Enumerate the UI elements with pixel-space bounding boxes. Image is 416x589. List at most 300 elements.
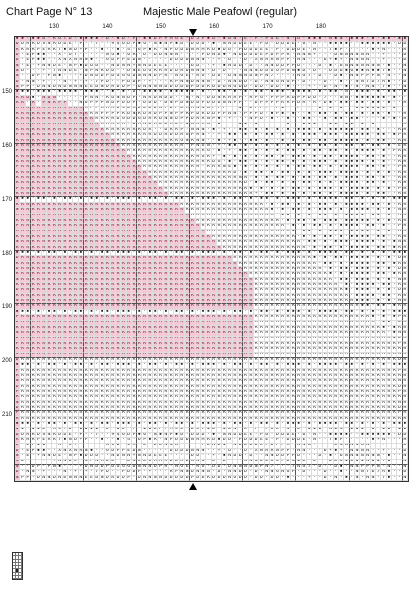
chart-cell: R xyxy=(105,139,110,144)
chart-cell: ▪ xyxy=(265,197,270,202)
chart-cell: R xyxy=(312,304,317,309)
chart-cell: R xyxy=(233,321,238,326)
chart-cell: · xyxy=(233,117,238,122)
chart-cell: R xyxy=(222,208,227,213)
chart-cell: ▪ xyxy=(281,203,286,208)
chart-cell: R xyxy=(212,288,217,293)
chart-cell: ▪ xyxy=(47,90,52,95)
chart-cell: R xyxy=(132,326,137,331)
chart-cell: P xyxy=(169,48,174,53)
chart-cell: D xyxy=(196,42,201,47)
chart-cell: · xyxy=(212,90,217,95)
chart-cell: N xyxy=(238,176,243,181)
chart-cell: R xyxy=(105,278,110,283)
chart-cell: R xyxy=(180,246,185,251)
chart-cell: · xyxy=(132,48,137,53)
chart-cell: R xyxy=(142,240,147,245)
chart-cell: R xyxy=(132,139,137,144)
chart-cell: ▪ xyxy=(307,139,312,144)
chart-cell: R xyxy=(73,353,78,358)
chart-cell: R xyxy=(47,390,52,395)
chart-cell: N xyxy=(360,64,365,69)
chart-cell: ▪ xyxy=(328,128,333,133)
chart-cell: R xyxy=(142,369,147,374)
chart-cell: N xyxy=(142,74,147,79)
chart-cell: R xyxy=(116,214,121,219)
chart-cell: R xyxy=(116,224,121,229)
chart-cell: R xyxy=(100,262,105,267)
chart-cell: N xyxy=(169,117,174,122)
chart-cell: R xyxy=(158,390,163,395)
chart-cell: D xyxy=(217,101,222,106)
chart-cell: R xyxy=(79,187,84,192)
chart-cell: R xyxy=(111,128,116,133)
chart-cell: R xyxy=(259,299,264,304)
chart-cell: R xyxy=(323,374,328,379)
chart-cell: R xyxy=(259,235,264,240)
chart-cell: D xyxy=(296,48,301,53)
chart-cell: · xyxy=(381,219,386,224)
chart-cell: ▪ xyxy=(339,208,344,213)
chart-cell: R xyxy=(302,385,307,390)
chart-cell: ▪ xyxy=(265,192,270,197)
chart-cell: R xyxy=(328,385,333,390)
chart-cell: D xyxy=(227,58,232,63)
chart-cell: R xyxy=(259,353,264,358)
chart-cell: · xyxy=(238,144,243,149)
chart-cell: D xyxy=(249,74,254,79)
chart-cell: N xyxy=(376,64,381,69)
chart-cell: R xyxy=(254,267,259,272)
chart-cell: R xyxy=(137,165,142,170)
chart-cell: R xyxy=(344,379,349,384)
chart-cell: R xyxy=(185,262,190,267)
chart-cell: · xyxy=(111,251,116,256)
chart-cell: R xyxy=(36,331,41,336)
chart-cell: R xyxy=(164,267,169,272)
chart-cell: R xyxy=(31,326,36,331)
chart-cell: R xyxy=(84,235,89,240)
chart-cell: R xyxy=(381,331,386,336)
chart-cell: ▪ xyxy=(31,96,36,101)
chart-cell: R xyxy=(318,331,323,336)
chart-cell: R xyxy=(116,390,121,395)
chart-cell: N xyxy=(68,64,73,69)
chart-cell: · xyxy=(387,251,392,256)
chart-cell: · xyxy=(206,74,211,79)
chart-cell: R xyxy=(243,224,248,229)
chart-cell: R xyxy=(381,385,386,390)
chart-cell: · xyxy=(95,48,100,53)
chart-cell: R xyxy=(127,321,132,326)
chart-cell: ▪ xyxy=(360,267,365,272)
chart-cell: R xyxy=(148,128,153,133)
chart-cell: R xyxy=(286,342,291,347)
chart-cell: R xyxy=(31,272,36,277)
chart-cell: ▪ xyxy=(323,256,328,261)
chart-cell: ▪ xyxy=(233,139,238,144)
chart-cell: · xyxy=(312,203,317,208)
chart-cell: ▪ xyxy=(328,155,333,160)
chart-cell: R xyxy=(238,256,243,261)
chart-cell: ▪ xyxy=(312,235,317,240)
chart-cell: · xyxy=(318,219,323,224)
chart-cell: R xyxy=(127,315,132,320)
chart-cell: ▪ xyxy=(403,197,408,202)
chart-cell: ▪ xyxy=(302,149,307,154)
chart-cell: R xyxy=(52,369,57,374)
chart-cell: R xyxy=(366,342,371,347)
chart-cell: R xyxy=(68,326,73,331)
chart-cell: R xyxy=(95,246,100,251)
chart-cell: R xyxy=(222,315,227,320)
chart-cell: R xyxy=(57,240,62,245)
chart-cell: R xyxy=(95,326,100,331)
row-number: 160 xyxy=(0,143,12,149)
chart-cell: R xyxy=(105,235,110,240)
chart-cell: R xyxy=(291,326,296,331)
chart-cell: N xyxy=(296,53,301,58)
chart-cell: G xyxy=(275,80,280,85)
chart-cell: R xyxy=(238,299,243,304)
chart-cell: ▪ xyxy=(381,165,386,170)
chart-cell: R xyxy=(366,353,371,358)
chart-cell: R xyxy=(100,288,105,293)
chart-cell: · xyxy=(259,149,264,154)
chart-cell: R xyxy=(57,288,62,293)
chart-cell: ▪ xyxy=(376,144,381,149)
chart-cell: R xyxy=(47,123,52,128)
chart-cell: R xyxy=(185,267,190,272)
chart-cell: R xyxy=(47,117,52,122)
chart-cell: R xyxy=(233,224,238,229)
chart-cell: R xyxy=(286,278,291,283)
chart-cell: R xyxy=(116,128,121,133)
chart-cell: R xyxy=(227,246,232,251)
chart-cell: · xyxy=(397,96,402,101)
chart-cell: D xyxy=(127,42,132,47)
chart-cell: · xyxy=(371,58,376,63)
chart-cell: R xyxy=(201,203,206,208)
chart-cell: R xyxy=(20,133,25,138)
chart-cell: R xyxy=(89,385,94,390)
chart-cell: R xyxy=(212,331,217,336)
chart-cell: R xyxy=(206,240,211,245)
chart-cell: R xyxy=(217,262,222,267)
chart-cell: R xyxy=(312,342,317,347)
chart-cell: · xyxy=(371,272,376,277)
chart-cell: R xyxy=(79,342,84,347)
chart-cell: R xyxy=(307,353,312,358)
chart-cell: R xyxy=(265,235,270,240)
chart-cell: · xyxy=(148,53,153,58)
chart-cell: · xyxy=(206,139,211,144)
chart-cell: P xyxy=(265,37,270,42)
chart-cell: R xyxy=(148,299,153,304)
chart-cell: · xyxy=(73,96,78,101)
chart-cell: · xyxy=(227,128,232,133)
chart-cell: R xyxy=(397,155,402,160)
chart-cell: R xyxy=(185,331,190,336)
chart-cell: R xyxy=(15,235,20,240)
chart-cell: R xyxy=(312,326,317,331)
chart-cell: · xyxy=(318,133,323,138)
chart-cell: R xyxy=(79,267,84,272)
chart-cell: R xyxy=(47,176,52,181)
chart-cell: ▪ xyxy=(79,363,84,368)
chart-cell: · xyxy=(312,251,317,256)
chart-cell: · xyxy=(339,283,344,288)
chart-cell: ▪ xyxy=(387,90,392,95)
chart-cell: ▪ xyxy=(328,262,333,267)
chart-cell: + xyxy=(217,144,222,149)
chart-cell: ▪ xyxy=(334,251,339,256)
chart-cell: ▪ xyxy=(350,235,355,240)
chart-cell: R xyxy=(217,240,222,245)
chart-cell: R xyxy=(100,139,105,144)
chart-cell: ▪ xyxy=(323,117,328,122)
chart-cell: R xyxy=(105,337,110,342)
chart-cell: R xyxy=(121,288,126,293)
chart-cell: R xyxy=(100,342,105,347)
chart-cell: ▪ xyxy=(254,90,259,95)
chart-cell: R xyxy=(20,128,25,133)
chart-cell: 6 xyxy=(323,58,328,63)
chart-cell: ▪ xyxy=(307,171,312,176)
chart-cell: ▪ xyxy=(47,251,52,256)
chart-cell: ▪ xyxy=(174,251,179,256)
chart-cell: R xyxy=(196,369,201,374)
chart-cell: R xyxy=(180,69,185,74)
chart-cell: D xyxy=(174,123,179,128)
chart-cell: R xyxy=(105,379,110,384)
chart-cell: R xyxy=(111,262,116,267)
chart-cell: ▪ xyxy=(206,310,211,315)
chart-cell: ▪ xyxy=(366,192,371,197)
chart-cell: R xyxy=(153,331,158,336)
chart-cell: 9 xyxy=(111,42,116,47)
chart-cell: R xyxy=(153,337,158,342)
chart-cell: · xyxy=(281,117,286,122)
chart-cell: R xyxy=(57,139,62,144)
chart-cell: D xyxy=(312,69,317,74)
chart-cell: R xyxy=(206,315,211,320)
chart-cell: R xyxy=(158,192,163,197)
chart-cell: R xyxy=(111,107,116,112)
chart-cell: R xyxy=(164,155,169,160)
chart-cell: ▪ xyxy=(360,69,365,74)
chart-cell: D xyxy=(190,64,195,69)
chart-cell: D xyxy=(153,53,158,58)
chart-cell: · xyxy=(302,197,307,202)
chart-cell: R xyxy=(233,299,238,304)
chart-cell: R xyxy=(100,107,105,112)
chart-cell: · xyxy=(222,123,227,128)
chart-cell: R xyxy=(254,304,259,309)
chart-cell: G xyxy=(116,74,121,79)
chart-cell: N xyxy=(201,128,206,133)
chart-cell: R xyxy=(73,369,78,374)
chart-cell: R xyxy=(339,342,344,347)
chart-cell: ▪ xyxy=(222,363,227,368)
chart-cell: R xyxy=(185,107,190,112)
chart-cell: R xyxy=(142,181,147,186)
chart-cell: R xyxy=(339,379,344,384)
chart-cell: R xyxy=(52,128,57,133)
chart-cell: R xyxy=(105,176,110,181)
chart-cell: R xyxy=(302,278,307,283)
chart-cell: · xyxy=(350,278,355,283)
chart-cell: R xyxy=(281,337,286,342)
cross-stitch-chart-grid xyxy=(14,36,409,482)
chart-cell: R xyxy=(105,246,110,251)
chart-cell: R xyxy=(148,208,153,213)
chart-cell: R xyxy=(270,272,275,277)
chart-cell: P xyxy=(265,107,270,112)
chart-cell: R xyxy=(111,214,116,219)
chart-cell: ▪ xyxy=(360,235,365,240)
chart-cell: R xyxy=(344,321,349,326)
chart-cell: · xyxy=(31,251,36,256)
chart-cell: D xyxy=(190,80,195,85)
chart-cell: R xyxy=(302,294,307,299)
chart-cell: R xyxy=(47,224,52,229)
chart-cell: · xyxy=(392,144,397,149)
chart-cell: R xyxy=(403,337,408,342)
chart-cell: ▪ xyxy=(296,144,301,149)
chart-cell: · xyxy=(249,58,254,63)
chart-cell: R xyxy=(180,278,185,283)
chart-cell: R xyxy=(275,390,280,395)
chart-cell: R xyxy=(212,353,217,358)
chart-cell: ▪ xyxy=(387,208,392,213)
chart-cell: R xyxy=(153,149,158,154)
chart-cell: R xyxy=(73,155,78,160)
chart-cell: R xyxy=(127,149,132,154)
chart-cell: R xyxy=(47,181,52,186)
chart-cell: · xyxy=(371,187,376,192)
chart-cell: R xyxy=(153,374,158,379)
chart-cell: · xyxy=(376,321,381,326)
chart-cell: R xyxy=(318,272,323,277)
chart-cell: D xyxy=(164,101,169,106)
chart-cell: R xyxy=(259,203,264,208)
chart-cell: N xyxy=(366,53,371,58)
chart-cell: ▪ xyxy=(366,208,371,213)
chart-cell: · xyxy=(296,139,301,144)
chart-cell: R xyxy=(148,278,153,283)
chart-cell: R xyxy=(403,240,408,245)
chart-cell: R xyxy=(180,390,185,395)
chart-cell: R xyxy=(403,321,408,326)
chart-cell: R xyxy=(95,304,100,309)
chart-cell: R xyxy=(31,240,36,245)
chart-cell: ▪ xyxy=(291,149,296,154)
chart-cell: R xyxy=(132,160,137,165)
chart-cell: D xyxy=(111,69,116,74)
chart-cell: · xyxy=(366,144,371,149)
chart-cell: N xyxy=(190,48,195,53)
chart-cell: R xyxy=(334,369,339,374)
chart-cell: ▪ xyxy=(339,240,344,245)
chart-cell: R xyxy=(63,144,68,149)
chart-cell: R xyxy=(105,342,110,347)
row-number: 180 xyxy=(0,251,12,257)
chart-cell: ▪ xyxy=(360,128,365,133)
chart-cell: R xyxy=(111,358,116,363)
chart-cell: · xyxy=(307,219,312,224)
chart-cell: R xyxy=(52,224,57,229)
chart-cell: ▪ xyxy=(371,240,376,245)
chart-cell: N xyxy=(148,85,153,90)
chart-cell: R xyxy=(233,176,238,181)
chart-cell: R xyxy=(254,203,259,208)
chart-cell: R xyxy=(254,358,259,363)
chart-cell: · xyxy=(397,112,402,117)
chart-cell: R xyxy=(249,379,254,384)
chart-cell: O xyxy=(174,37,179,42)
chart-cell: P xyxy=(169,42,174,47)
chart-cell: R xyxy=(323,299,328,304)
chart-cell: · xyxy=(360,117,365,122)
chart-cell: · xyxy=(350,267,355,272)
chart-cell: ▪ xyxy=(328,64,333,69)
chart-cell: · xyxy=(47,197,52,202)
chart-cell: R xyxy=(180,288,185,293)
chart-cell: · xyxy=(286,133,291,138)
chart-cell: ▪ xyxy=(339,128,344,133)
chart-cell: · xyxy=(57,310,62,315)
chart-cell: P xyxy=(36,74,41,79)
chart-cell: · xyxy=(275,123,280,128)
chart-cell: R xyxy=(275,278,280,283)
chart-cell: R xyxy=(350,358,355,363)
chart-cell: R xyxy=(116,219,121,224)
chart-cell: R xyxy=(84,283,89,288)
chart-cell: · xyxy=(286,107,291,112)
chart-cell: R xyxy=(142,165,147,170)
chart-cell: · xyxy=(158,80,163,85)
chart-cell: 6 xyxy=(137,48,142,53)
chart-cell: P xyxy=(36,48,41,53)
chart-cell: R xyxy=(344,294,349,299)
chart-cell: ▪ xyxy=(387,321,392,326)
chart-cell: R xyxy=(36,294,41,299)
chart-cell: ▪ xyxy=(366,139,371,144)
chart-cell: P xyxy=(15,369,20,374)
chart-cell: R xyxy=(196,176,201,181)
chart-cell: R xyxy=(42,117,47,122)
chart-cell: R xyxy=(36,369,41,374)
chart-cell: · xyxy=(52,80,57,85)
chart-cell: R xyxy=(164,165,169,170)
chart-cell: R xyxy=(15,262,20,267)
chart-cell: ▪ xyxy=(355,203,360,208)
chart-cell: ▪ xyxy=(360,283,365,288)
chart-cell: · xyxy=(366,101,371,106)
chart-cell: R xyxy=(217,278,222,283)
chart-cell: · xyxy=(366,203,371,208)
chart-cell: R xyxy=(254,331,259,336)
chart-cell: R xyxy=(63,278,68,283)
chart-cell: N xyxy=(371,64,376,69)
chart-cell: · xyxy=(307,192,312,197)
chart-cell: · xyxy=(238,117,243,122)
chart-cell: ▪ xyxy=(376,203,381,208)
chart-cell: R xyxy=(142,176,147,181)
chart-cell: · xyxy=(323,224,328,229)
chart-cell: · xyxy=(52,90,57,95)
